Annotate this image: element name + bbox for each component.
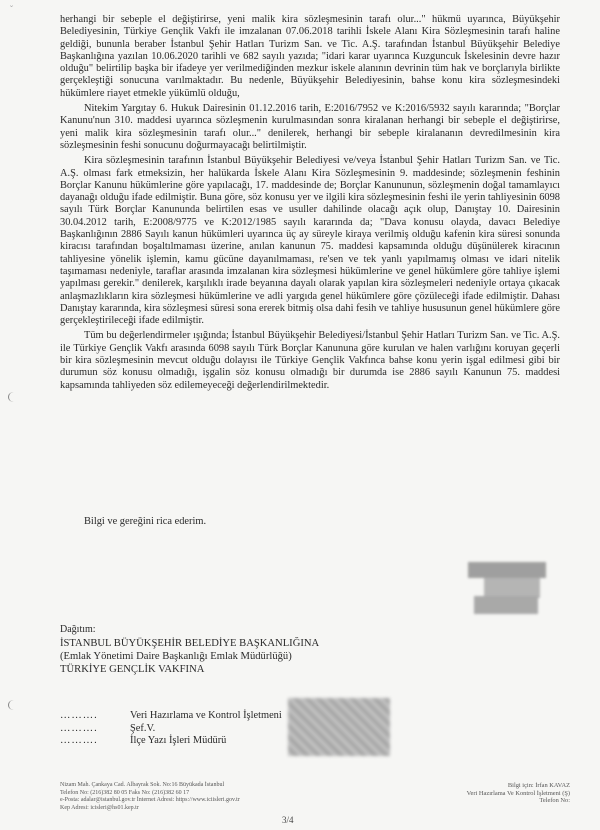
letter-body xyxy=(60,14,560,395)
handling-row: ………. Veri Hazırlama ve Kontrol İşletmeni xyxy=(60,710,282,721)
handling-list xyxy=(60,710,282,748)
distribution-item: (Emlak Yönetimi Daire Başkanlığı Emlak Müdürlüğü) xyxy=(60,651,292,662)
paragraph: Nitekim Yargıtay 6. Hukuk Dairesinin 01.12.2016 tarih, E:2016/7952 ve K:2016/5932 sayılı kararında; "Borçlar Kanunu'nun 310. maddesi uyarınca sözleşmenin kurulmasından sonra kiralanan herhangi bir sebeple el değiştirirse, yeni malik kira sözleşmesinin tarafı olur..." denilerek, herhangi bir sebeple kiralananın devredilmesinin kira sözleşmesinin feshi sonucunu doğurmayacağı belirtilmiştir. xyxy=(60,103,560,151)
punch-hole-icon xyxy=(8,392,19,402)
handling-role: Veri Hazırlama ve Kontrol İşletmeni xyxy=(130,710,282,721)
distribution-label: Dağıtım: xyxy=(60,624,96,635)
redacted-signatures xyxy=(288,698,390,756)
handling-role: Şef.V. xyxy=(130,722,156,734)
signature-redacted xyxy=(464,556,552,620)
punch-hole-icon xyxy=(8,700,19,710)
distribution-item: İSTANBUL BÜYÜKŞEHİR BELEDİYE BAŞKANLIĞINA xyxy=(60,638,320,649)
handling-row: ………. Şef.V. xyxy=(60,722,156,734)
closing-line: Bilgi ve gereğini rica ederim. xyxy=(84,516,207,527)
handling-row: ………. İlçe Yazı İşleri Müdürü xyxy=(60,735,227,746)
footer-contact: Bilgi için: İrfan KAVAZ Veri Hazırlama Ve Kontrol İşletmeni (Ş) Telefon No: xyxy=(466,782,570,805)
paragraph: Kira sözleşmesinin tarafının İstanbul Büyükşehir Belediyesi ve/veya İstanbul Şehir Hatları Turizm San. ve Tic. A.Ş. olması fark etmeksizin, her halükarda İskele Alanı Kira Sözleşmesinin 9. maddesinde; sözleşmenin feshinin Borçlar Kanunu hükümlerine göre yapılacağı, 17. maddesinde de; Borçlar Kanununun, sözleşmenin doğal tamamlayıcı dayanağı olduğu ifade edilmiştir. Buna göre, söz konusu yer ve ilgili kira sözleşmesinin feshi ile yerin tahliyesinin 6098 sayılı Türk Borçlar Kanununda belirtilen esas ve usuller dahilinde olacağı açık olup, Danıştay 10. Dairesinin 30.04.2012 tarih, E:2008/9775 ve K:2012/1985 sayılı kararında da; "Dava konusu olayda, davacı Belediye Başkanlığının 2886 Sayılı kanun hükümleri uyarınca üç ay süreyle kiraya verilmiş olduğu kafenin kira süresi sonunda kiracısı tarafından boşaltılmaması üzerine, anılan kanunun 75. maddesi kapsamında olduğu düşünülerek kiracının tahliyesine yönelik işlemin, kamu gücüne dayanılmaması, re'sen ve tek yanlı yapılmamış olması ve idari nitelik taşımaması nedeniyle, taraflar arasında imzalanan kira sözleşmesi hükümlerine ve genel hükümlere göre tahliye işlemi yapılması gerekir." denilerek, karşılıklı irade beyanına dayalı olarak yapılan kira sözleşmeleri nedeniyle ortaya çıkacak anlaşmazlıkların kira sözleşmesi hükümlerine ve adli yargıda genel hükümlere göre çözüleceği ifade edilmiştir. Dahası Danıştay kararında, kira sözleşmesi süresi sona ererek bitmiş olsa dahi fesih ve tahliye hususunun genel hükümlere göre gerçekleştirileceği ifade edilmiştir. xyxy=(60,155,560,327)
paragraph: herhangi bir sebeple el değiştirirse, yeni malik kira sözleşmesinin tarafı olur..." hükmü uyarınca, Büyükşehir Belediyesinin, Türkiye Gençlik Vakfı ile imzalanan 07.06.2018 tarihli İskele Alanı Kira Sözleşmesinin tarafı haline geldiği, bununla beraber İstanbul Şehir Hatları Turizm San. ve Tic. A.Ş. tarafından İstanbul Büyükşehir Belediye Başkanlığına yazılan 10.06.2020 tarihli ve 682 sayılı yazıda; "idari karar uyarınca Kuzguncuk İskelesinin devre hazır olduğu" belirtilip başka bir ifadeye yer verilmediğinden mezkur iskele alanının devrinin tüm hak ve borçlarıyla birlikte gerçekleştiği sonucuna varılmaktadır. Bu nedenle, Büyükşehir Belediyesinin, bahse konu kira sözleşmesindeki hükümlere riayet etmekle yükümlü olduğu, xyxy=(60,14,560,99)
corner-mark-icon: ˘ xyxy=(10,4,13,14)
distribution-item: TÜRKİYE GENÇLİK VAKFINA xyxy=(60,664,205,675)
page-number: 3/4 xyxy=(282,815,294,825)
paragraph: Tüm bu değerlendirmeler ışığında; İstanbul Büyükşehir Belediyesi/İstanbul Şehir Hatları Turizm San. ve Tic. A.Ş. ile Türkiye Gençlik Vakfı arasında 6098 sayılı Türk Borçlar Kanununa göre kurulan ve halen varlığını koruyan geçerli bir kira sözleşmesinin mevcut olduğu dolayısı ile Türkiye Gençlik Vakfınca bahse konu yerin işgal edilmesi gibi bir durumun söz konusu olmadığı, işgalin söz konusu olmadığı bir durumda ise 2886 sayılı Kanunun 75. maddesi kapsamında tahliyeden söz edilemeyeceği değerlendirilmektedir. xyxy=(60,330,560,391)
handling-role: İlçe Yazı İşleri Müdürü xyxy=(130,735,227,746)
footer-address: Nizam Mah. Çankaya Cad. Albayrak Sok. No:16 Büyükada İstanbul Telefon No: (216)382 80 05 Faks No: (216)382 60 17 e-Posta: adalar@istanbul.gov.tr İnternet Adresi: https://www.iciisleri.gov.tr Kep Adresi: icisleri@hs01.kep.tr xyxy=(60,782,240,811)
distribution-list xyxy=(60,637,319,676)
